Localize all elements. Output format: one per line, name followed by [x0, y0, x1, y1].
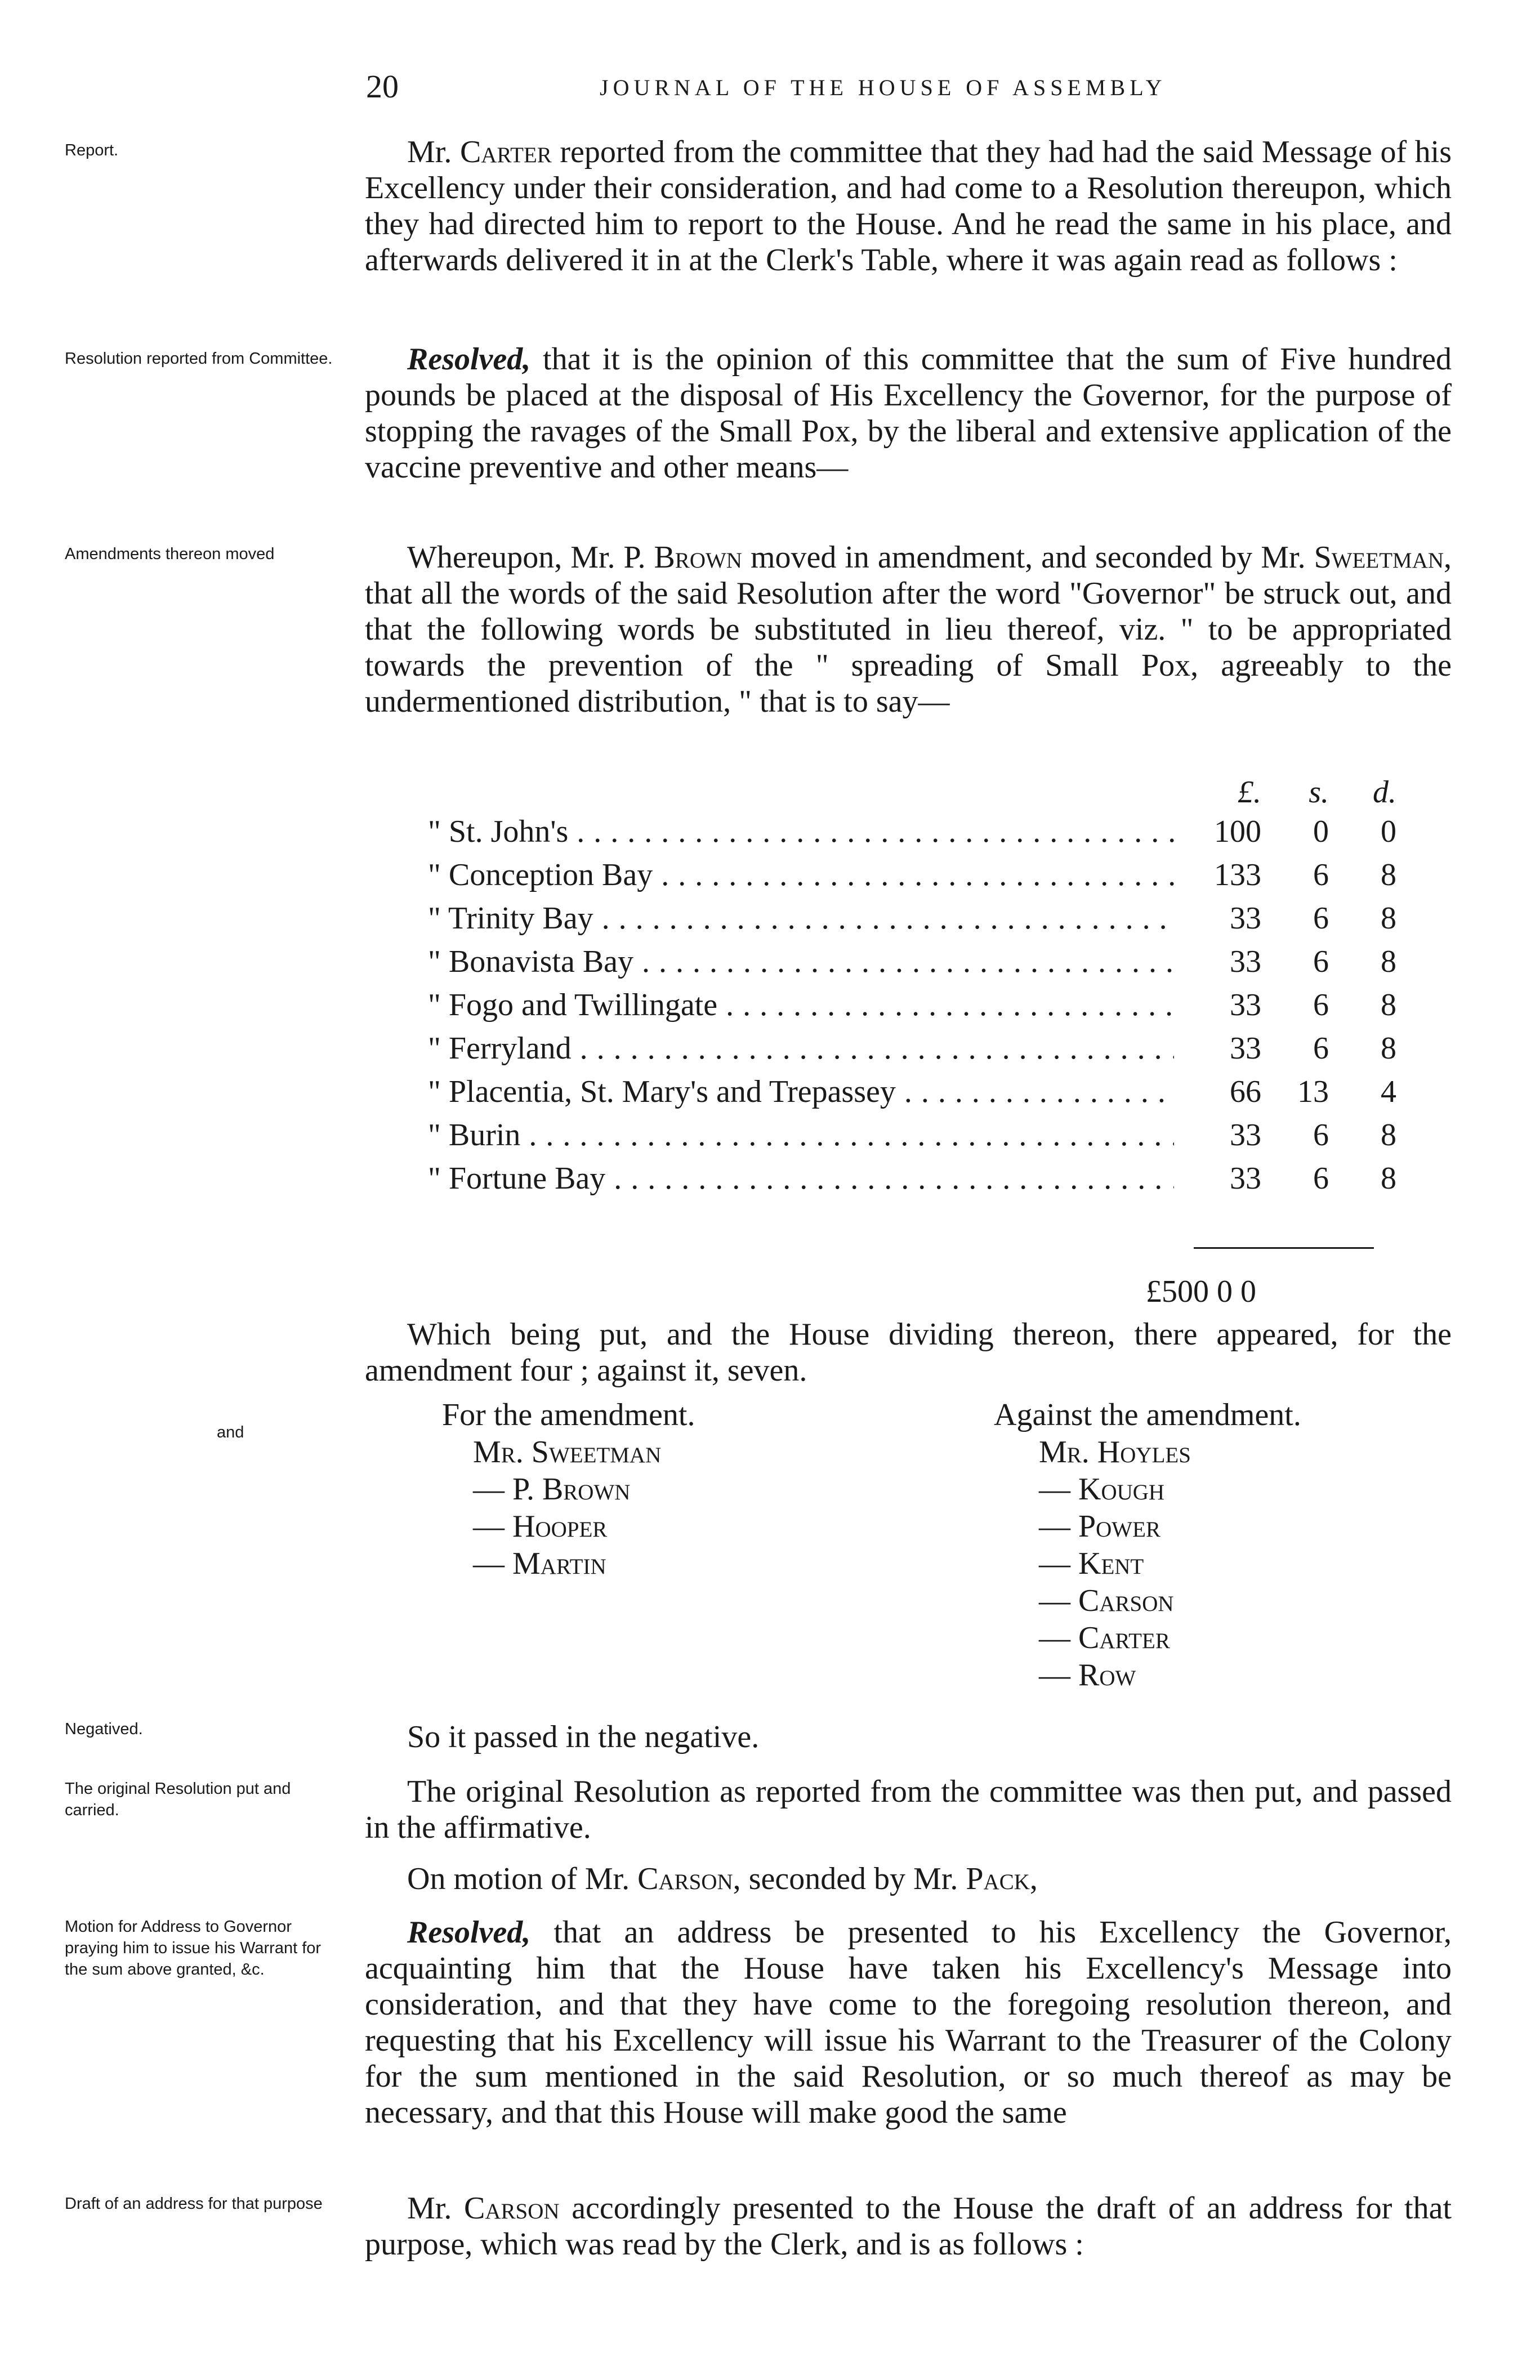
margin-note-motion-address: Motion for Address to Governor praying him to issue his Warrant for the sum above granted, &c.: [65, 1918, 322, 1979]
amount-shillings: 6: [1313, 901, 1329, 936]
amount-pence: 8: [1381, 858, 1396, 892]
amount-pounds: 33: [1230, 1031, 1261, 1066]
place-name: " Conception Bay . . .: [428, 857, 1174, 893]
paragraph-address-resolution: Resolved, that an address be presented to his Excellency the Governor, acquainting him that the House have taken his Excellency's Message into consideration, and that they have come to the foregoing resolution thereon, and requesting that his Excellency will issue his Warrant to the Treasurer of the Colony for the sum mentioned in the said Resolution, or so much thereof as may be necessary, and that this House will make good the same: [365, 1915, 1452, 2130]
place-name: " Burin . . .: [428, 1117, 1174, 1153]
amount-pence: 8: [1381, 1118, 1396, 1153]
table-header: [428, 774, 1396, 814]
column-pounds: £.: [1238, 775, 1261, 810]
for-member-name: — P. Brown: [473, 1472, 631, 1507]
amount-pounds: 100: [1214, 814, 1261, 849]
paragraph-amendment: Whereupon, Mr. P. Brown moved in amendment, and seconded by Mr. Sweetman, that all the words of the said Resolution after the word "Governor" be struck out, and that the following words be substituted in lieu thereof, viz. " to be appropriated towards the prevention of the " spreading of Small Pox, agreeably to the undermentioned distribution, " that is to say—: [365, 540, 1452, 719]
against-amendment-column: [994, 1396, 1301, 1694]
place-name: " Ferryland . . .: [428, 1030, 1174, 1066]
paragraph-division: Which being put, and the House dividing thereon, there appeared, for the amendment four ; against it, seven.: [365, 1317, 1452, 1388]
amount-shillings: 6: [1313, 1161, 1329, 1196]
for-member-name: — Martin: [473, 1546, 606, 1581]
margin-note-resolution-reported: Resolution reported from Committee.: [65, 350, 333, 368]
distribution-table: [428, 774, 1396, 1204]
amount-pence: 8: [1381, 1161, 1396, 1196]
paragraph-report: Mr. Carter reported from the committee that they had had the said Message of his Excellency under their consideration, and had come to a Resolution thereupon, which they had directed him to report to the House. And he read the same in his place, and afterwards delivered it in at the Clerk's Table, where it was again read as follows :: [365, 135, 1452, 278]
against-member-name: — Carson: [1039, 1583, 1174, 1618]
against-member-name: — Row: [1039, 1658, 1136, 1693]
table-row: [428, 1160, 1396, 1204]
distribution-total: £500 0 0: [1146, 1274, 1256, 1309]
margin-note-report: Report.: [65, 141, 119, 159]
place-name: " Bonavista Bay . . .: [428, 944, 1174, 980]
amount-pence: 8: [1381, 988, 1396, 1022]
for-amendment-column: [442, 1396, 695, 1582]
amount-pounds: 33: [1230, 901, 1261, 936]
against-member-name: — Carter: [1039, 1620, 1170, 1655]
amount-shillings: 6: [1313, 1031, 1329, 1066]
for-member-name: Mr. Sweetman: [473, 1435, 662, 1470]
total-rule: [1194, 1247, 1374, 1249]
amount-pence: 8: [1381, 944, 1396, 979]
amount-pounds: 133: [1214, 858, 1261, 892]
table-row: [428, 1074, 1396, 1117]
running-title: JOURNAL OF THE HOUSE OF ASSEMBLY: [600, 75, 1167, 100]
place-name: " Fogo and Twillingate . . .: [428, 987, 1174, 1023]
margin-note-draft-address: Draft of an address for that purpose: [65, 2195, 323, 2213]
table-row: [428, 857, 1396, 900]
margin-note-amendments-moved: Amendments thereon moved: [65, 545, 275, 563]
amount-pence: 8: [1381, 1031, 1396, 1066]
against-member-name: — Kough: [1039, 1472, 1165, 1507]
table-row: [428, 987, 1396, 1030]
margin-note-negatived: Negatived.: [65, 1720, 143, 1738]
amount-shillings: 6: [1313, 858, 1329, 892]
margin-note-and: and: [217, 1423, 244, 1441]
amount-shillings: 6: [1313, 944, 1329, 979]
page-number: 20: [366, 68, 399, 105]
amount-shillings: 6: [1313, 1118, 1329, 1153]
table-row: [428, 1030, 1396, 1074]
amount-pounds: 33: [1230, 1118, 1261, 1153]
table-row: [428, 814, 1396, 857]
place-name: " Trinity Bay . . .: [428, 900, 1174, 936]
paragraph-original-carried: The original Resolution as reported from the committee was then put, and passed in the affirmative.: [365, 1774, 1452, 1845]
for-heading: For the amendment.: [442, 1397, 695, 1432]
place-name: " St. John's . . .: [428, 814, 1174, 850]
place-name: " Fortune Bay . . .: [428, 1160, 1174, 1196]
table-row: [428, 1117, 1396, 1160]
paragraph-draft-presented: Mr. Carson accordingly presented to the House the draft of an address for that purpose, which was read by the Clerk, and is as follows :: [365, 2191, 1452, 2262]
column-pence: d.: [1373, 775, 1396, 810]
paragraph-resolution: Resolved, that it is the opinion of this committee that the sum of Five hundred pounds be placed at the disposal of His Excellency the Governor, for the purpose of stopping the ravages of the Small Pox, by the liberal and extensive application of the vaccine preventive and other means—: [365, 342, 1452, 485]
column-shillings: s.: [1309, 775, 1329, 810]
amount-pence: 4: [1381, 1074, 1396, 1109]
amount-shillings: 13: [1297, 1074, 1329, 1109]
amount-shillings: 0: [1313, 814, 1329, 849]
member-name: Carter: [459, 135, 552, 169]
amount-shillings: 6: [1313, 988, 1329, 1022]
against-member-name: — Power: [1039, 1509, 1160, 1544]
amount-pounds: 33: [1230, 944, 1261, 979]
amount-pence: 8: [1381, 901, 1396, 936]
amount-pounds: 33: [1230, 1161, 1261, 1196]
against-heading: Against the amendment.: [994, 1397, 1301, 1432]
amount-pounds: 66: [1230, 1074, 1261, 1109]
against-member-name: Mr. Hoyles: [1039, 1435, 1191, 1470]
place-name: " Placentia, St. Mary's and Trepassey . . .: [428, 1074, 1174, 1110]
paragraph-negatived: So it passed in the negative.: [407, 1720, 760, 1754]
paragraph-motion: On motion of Mr. Carson, seconded by Mr. Pack,: [407, 1861, 1038, 1896]
table-row: [428, 900, 1396, 944]
page-header: [0, 68, 1540, 107]
against-member-name: — Kent: [1039, 1546, 1144, 1581]
for-member-name: — Hooper: [473, 1509, 608, 1544]
amount-pence: 0: [1381, 814, 1396, 849]
amount-pounds: 33: [1230, 988, 1261, 1022]
margin-note-original-carried: The original Resolution put and carried.: [65, 1780, 291, 1819]
table-row: [428, 944, 1396, 987]
